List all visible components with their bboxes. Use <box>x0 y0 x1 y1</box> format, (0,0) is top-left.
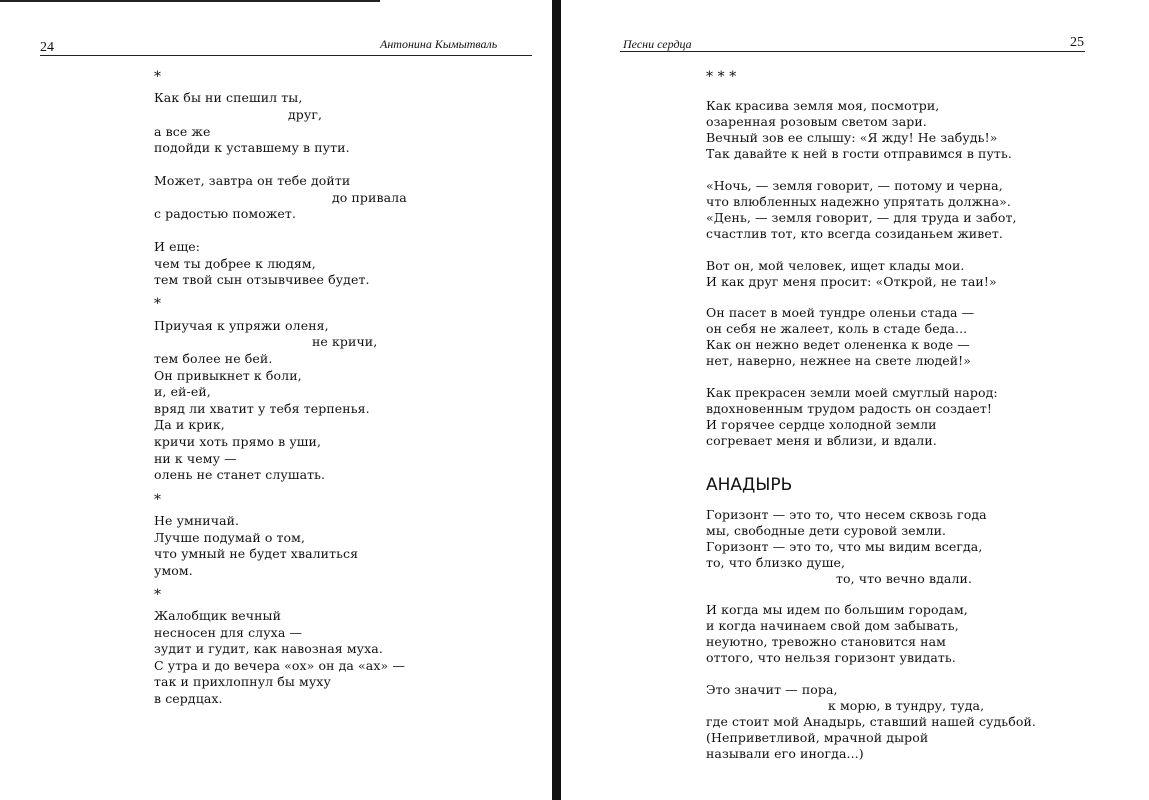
poem-line: Как красива земля моя, посмотри, <box>706 98 940 113</box>
poem-line: оттого, что нельзя горизонт увидать. <box>706 650 956 665</box>
page-number: 25 <box>1070 35 1084 50</box>
poem-line: Как он нежно ведет олененка к воде — <box>706 337 970 352</box>
poem-line: что умный не будет хвалиться <box>154 546 359 561</box>
poem-line: друг, <box>288 107 323 122</box>
poem-line: Горизонт — это то, что мы видим всегда, <box>706 539 983 554</box>
running-header: Антонина Кымытваль <box>380 37 498 51</box>
poem-line: кричи хоть прямо в уши, <box>154 434 322 449</box>
poem-line: а все же <box>154 124 211 139</box>
poem-line: И когда мы идем по большим городам, <box>706 602 968 617</box>
poem-line: к морю, в тундру, туда, <box>828 698 985 713</box>
poem-line: неуютно, тревожно становится нам <box>706 634 946 649</box>
poem-line: Не умничай. <box>154 513 240 528</box>
poem-line: И как друг меня просит: «Открой, не таи!» <box>706 274 997 289</box>
poem-line: (Неприветливой, мрачной дырой <box>706 730 929 745</box>
poem-line: Да и крик, <box>154 417 225 432</box>
poem-line: называли его иногда...) <box>706 746 864 761</box>
poem-title: АНАДЫРЬ <box>706 475 793 495</box>
poem-line: и, ей-ей, <box>154 384 211 399</box>
page-number: 24 <box>40 40 54 55</box>
stanza-separator: * * * <box>706 69 737 85</box>
poem-line: мы, свободные дети суровой земли. <box>706 523 947 538</box>
poem-line: Как бы ни спешил ты, <box>154 90 303 105</box>
poem-line: Лучше подумай о том, <box>154 530 306 545</box>
poem-line: с радостью поможет. <box>154 206 297 221</box>
stanza-separator: * <box>154 69 162 85</box>
poem-line: Жалобщик вечный <box>154 608 282 623</box>
poem-line: Как прекрасен земли моей смуглый народ: <box>706 385 998 400</box>
poem-line: несносен для слуха — <box>154 625 303 640</box>
poem-line: «День, — земля говорит, — для труда и забот, <box>706 210 1017 225</box>
poem-line: он себя не жалеет, коль в стаде беда... <box>706 321 968 336</box>
poem-line: И еще: <box>154 239 201 254</box>
poem-line: где стоит мой Анадырь, ставший нашей судьбой. <box>706 714 1036 729</box>
header-rule <box>620 51 1085 52</box>
poem-line: тем твой сын отзывчивее будет. <box>154 272 370 287</box>
poem-line: зудит и гудит, как навозная муха. <box>154 641 383 656</box>
poem-line: умом. <box>154 563 193 578</box>
poem-line: Он пасет в моей тундре оленьи стада — <box>706 305 975 320</box>
stanza-separator: * <box>154 587 162 603</box>
running-header: Песни сердца <box>623 37 692 51</box>
poem-line: что влюбленных надежно упрятать должна». <box>706 194 1011 209</box>
poem-line: ни к чему — <box>154 451 237 466</box>
stanza-separator: * <box>154 492 162 508</box>
poem-line: «Ночь, — земля говорит, — потому и черна, <box>706 178 1003 193</box>
poem-line: вдохновенным трудом радость он создает! <box>706 401 993 416</box>
poem-line: то, что близко душе, <box>706 555 846 570</box>
poem-line: чем ты добрее к людям, <box>154 256 316 271</box>
right-page <box>560 0 1149 800</box>
poem-line: тем более не бей. <box>154 351 273 366</box>
poem-line: до привала <box>332 190 407 205</box>
poem-line: в сердцах. <box>154 691 223 706</box>
header-rule <box>40 55 532 56</box>
poem-line: Это значит — пора, <box>706 682 838 697</box>
poem-line: олень не станет слушать. <box>154 467 326 482</box>
stanza-separator: * <box>154 296 162 312</box>
poem-line: И горячее сердце холодной земли <box>706 417 937 432</box>
poem-line: Он привыкнет к боли, <box>154 368 302 383</box>
poem-line: Приучая к упряжи оленя, <box>154 318 329 333</box>
poem-line: Так давайте к ней в гости отправимся в путь. <box>706 146 1012 161</box>
poem-line: Вот он, мой человек, ищет клады мои. <box>706 258 965 273</box>
poem-line: Вечный зов ее слышу: «Я жду! Не забудь!» <box>706 130 998 145</box>
poem-line: согревает меня и вблизи, и вдали. <box>706 433 937 448</box>
left-page <box>0 0 552 800</box>
poem-line: Горизонт — это то, что несем сквозь года <box>706 507 987 522</box>
poem-line: счастлив тот, кто всегда созиданьем живет. <box>706 226 1003 241</box>
poem-line: С утра и до вечера «ох» он да «ах» — <box>154 658 405 673</box>
poem-line: озаренная розовым светом зари. <box>706 114 927 129</box>
poem-line: то, что вечно вдали. <box>836 571 973 586</box>
poem-line: Может, завтра он тебе дойти <box>154 173 351 188</box>
poem-line: нет, наверно, нежнее на свете людей!» <box>706 353 972 368</box>
poem-line: не кричи, <box>312 334 378 349</box>
poem-line: так и прихлопнул бы муху <box>154 674 331 689</box>
poem-line: подойди к уставшему в пути. <box>154 140 350 155</box>
poem-line: и когда начинаем свой дом забывать, <box>706 618 959 633</box>
poem-line: вряд ли хватит у тебя терпенья. <box>154 401 370 416</box>
